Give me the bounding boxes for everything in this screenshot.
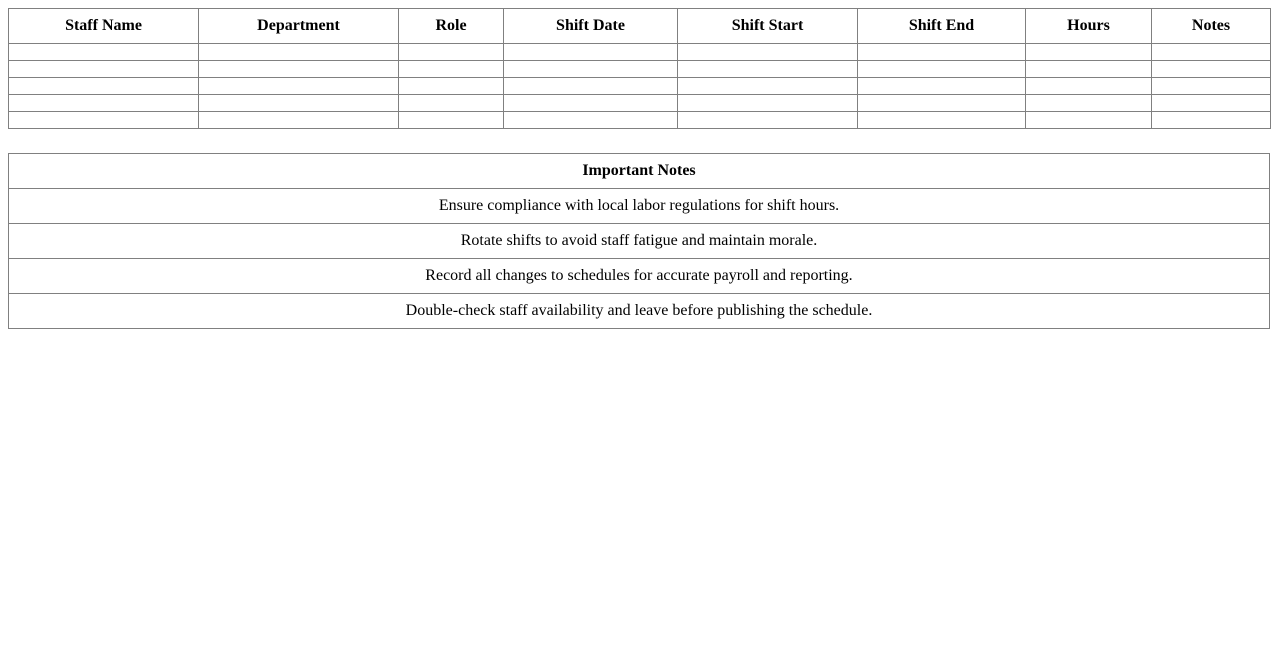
column-header-role: Role bbox=[399, 9, 504, 44]
table-cell bbox=[858, 61, 1026, 78]
table-cell bbox=[858, 95, 1026, 112]
page-content bbox=[8, 8, 1270, 329]
table-cell bbox=[504, 95, 678, 112]
column-header-notes: Notes bbox=[1152, 9, 1271, 44]
table-cell bbox=[504, 112, 678, 129]
table-row bbox=[9, 44, 1271, 61]
table-cell bbox=[399, 112, 504, 129]
table-cell bbox=[199, 61, 399, 78]
note-item: Ensure compliance with local labor regulations for shift hours. bbox=[9, 189, 1270, 224]
table-cell bbox=[678, 78, 858, 95]
table-cell bbox=[1026, 78, 1152, 95]
table-cell bbox=[858, 112, 1026, 129]
staff-schedule-table bbox=[8, 8, 1271, 129]
column-header-shift-end: Shift End bbox=[858, 9, 1026, 44]
table-cell bbox=[1152, 61, 1271, 78]
table-cell bbox=[399, 95, 504, 112]
table-cell bbox=[199, 44, 399, 61]
table-cell bbox=[9, 112, 199, 129]
table-row bbox=[9, 78, 1271, 95]
table-cell bbox=[399, 61, 504, 78]
notes-header-row bbox=[9, 154, 1270, 189]
important-notes-table bbox=[8, 153, 1270, 329]
table-row bbox=[9, 112, 1271, 129]
schedule-body bbox=[9, 44, 1271, 129]
table-cell bbox=[9, 78, 199, 95]
table-cell bbox=[678, 95, 858, 112]
note-item: Rotate shifts to avoid staff fatigue and maintain morale. bbox=[9, 224, 1270, 259]
column-header-hours: Hours bbox=[1026, 9, 1152, 44]
table-cell bbox=[1152, 112, 1271, 129]
table-cell bbox=[678, 61, 858, 78]
column-header-shift-start: Shift Start bbox=[678, 9, 858, 44]
notes-row bbox=[9, 224, 1270, 259]
table-cell bbox=[504, 78, 678, 95]
table-cell bbox=[199, 95, 399, 112]
table-cell bbox=[9, 95, 199, 112]
table-header-row bbox=[9, 9, 1271, 44]
column-header-shift-date: Shift Date bbox=[504, 9, 678, 44]
table-cell bbox=[9, 44, 199, 61]
table-cell bbox=[858, 44, 1026, 61]
notes-row bbox=[9, 259, 1270, 294]
table-cell bbox=[504, 44, 678, 61]
notes-row bbox=[9, 189, 1270, 224]
table-cell bbox=[399, 78, 504, 95]
table-cell bbox=[199, 78, 399, 95]
table-cell bbox=[1152, 95, 1271, 112]
table-row bbox=[9, 95, 1271, 112]
table-cell bbox=[858, 78, 1026, 95]
table-row bbox=[9, 61, 1271, 78]
table-cell bbox=[1026, 95, 1152, 112]
table-cell bbox=[1152, 78, 1271, 95]
note-item: Record all changes to schedules for accurate payroll and reporting. bbox=[9, 259, 1270, 294]
table-cell bbox=[399, 44, 504, 61]
column-header-department: Department bbox=[199, 9, 399, 44]
column-header-staff-name: Staff Name bbox=[9, 9, 199, 44]
table-cell bbox=[9, 61, 199, 78]
table-cell bbox=[1026, 61, 1152, 78]
table-cell bbox=[199, 112, 399, 129]
table-cell bbox=[1026, 44, 1152, 61]
notes-title: Important Notes bbox=[9, 154, 1270, 189]
table-cell bbox=[1026, 112, 1152, 129]
table-cell bbox=[678, 112, 858, 129]
table-cell bbox=[678, 44, 858, 61]
notes-row bbox=[9, 294, 1270, 329]
table-cell bbox=[1152, 44, 1271, 61]
note-item: Double-check staff availability and leave before publishing the schedule. bbox=[9, 294, 1270, 329]
table-cell bbox=[504, 61, 678, 78]
